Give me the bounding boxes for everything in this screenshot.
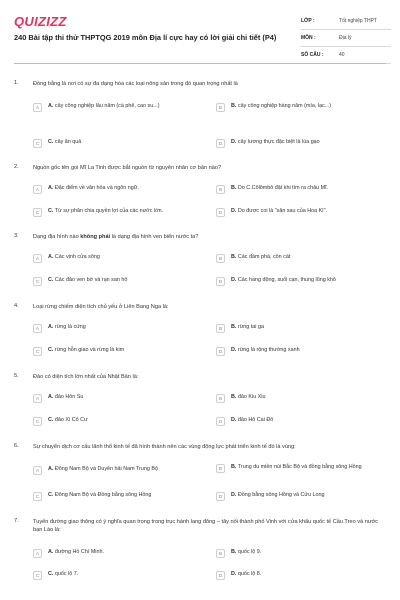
option-d[interactable] [216, 415, 376, 431]
option-letter-box: D [216, 347, 225, 356]
option-prefix: C. [48, 347, 54, 353]
option-text: rừng lá rộng thường xanh [237, 347, 300, 353]
option-text: quốc lộ 8. [237, 571, 262, 577]
option-prefix: D. [231, 492, 237, 498]
option-letter-box: B [216, 464, 225, 473]
option-letter-box: A [33, 324, 42, 333]
option-prefix: D. [231, 277, 237, 283]
option-letter-box: A [33, 103, 42, 112]
option-c[interactable] [33, 206, 193, 222]
option-text: Trung du miền núi Bắc Bộ và đồng bằng sông Hồng [237, 464, 362, 470]
option-d[interactable] [216, 137, 376, 153]
meta-key: LỚP : [301, 18, 315, 24]
option-letter-box: B [216, 549, 225, 558]
option-c[interactable] [33, 569, 193, 585]
option-prefix: A. [48, 549, 54, 555]
option-text: Các hang động, suối cạn, thung lũng khô [237, 277, 336, 283]
question-number: 2. [14, 164, 19, 170]
option-text: cây lương thực đặc biệt là lúa gạo [237, 139, 320, 145]
option-a[interactable] [33, 547, 193, 563]
meta-row-class [301, 13, 391, 30]
option-c[interactable] [33, 345, 193, 361]
question-text: Sự chuyển dịch cơ cấu lãnh thổ kinh tế đã hình thành nên các vùng động lực phát triển kinh tế đó là vùng: [33, 444, 296, 450]
option-a[interactable] [33, 183, 193, 199]
option-text: rừng hỗn giao và rừng lá kim [54, 347, 125, 353]
option-letter-box: B [216, 324, 225, 333]
meta-row-count [301, 47, 391, 64]
option-letter-box: C [33, 347, 42, 356]
question-number: 7. [14, 518, 19, 524]
option-prefix: D. [231, 208, 237, 214]
option-d[interactable] [216, 275, 376, 291]
option-d[interactable] [216, 206, 376, 222]
option-letter-box: C [33, 139, 42, 148]
worksheet-meta [301, 13, 391, 64]
option-letter-box: D [216, 571, 225, 580]
question-text: Loại rừng chiếm diện tích chủ yếu ở Liên Bang Nga là: [33, 304, 169, 310]
option-prefix: B. [231, 254, 237, 260]
option-prefix: C. [48, 277, 54, 283]
option-prefix: A. [48, 254, 54, 260]
option-letter-box: B [216, 394, 225, 403]
option-c[interactable] [33, 275, 193, 291]
question-number: 3. [14, 233, 19, 239]
option-a[interactable] [33, 392, 193, 408]
option-letter-box: C [33, 417, 42, 426]
option-letter-box: A [33, 394, 42, 403]
option-prefix: A. [48, 324, 54, 330]
option-prefix: D. [231, 417, 237, 423]
option-letter-box: D [216, 139, 225, 148]
option-text: đường Hồ Chí Minh. [54, 549, 104, 555]
option-letter-box: A [33, 185, 42, 194]
option-prefix: C. [48, 571, 54, 577]
option-text: Đông Nam Bộ và Đồng bằng sông Hồng [54, 492, 152, 498]
meta-row-subject [301, 30, 391, 47]
option-text: Đặc điểm về văn hóa và ngôn ngữ. [54, 185, 139, 191]
question-text: Đồng bằng là nơi có sự đa dạng hóa các loại nông sản trong đó quan trọng nhất là [33, 81, 238, 87]
option-prefix: A. [48, 103, 54, 109]
option-d[interactable] [216, 569, 376, 585]
option-letter-box: C [33, 277, 42, 286]
option-d[interactable] [216, 490, 376, 506]
worksheet-header [0, 0, 400, 62]
question-text: Đảo có diện tích lớn nhất của Nhật Bản là: [33, 374, 139, 380]
option-letter-box: A [33, 466, 42, 475]
option-text: đảo Kiu Xiu [237, 394, 266, 400]
option-text: cây công nghiệp lâu năm (cà phê, cao su...) [54, 103, 160, 109]
option-b[interactable] [216, 252, 376, 268]
option-b[interactable] [216, 547, 376, 563]
option-letter-box: B [216, 103, 225, 112]
option-text: Các đầm phá, cồn cát [237, 254, 291, 260]
option-text: cây ăn quả [54, 139, 82, 145]
option-a[interactable] [33, 322, 193, 338]
meta-key: SỐ CÂU : [301, 52, 324, 58]
option-prefix: D. [231, 139, 237, 145]
option-prefix: B. [231, 394, 237, 400]
option-text: Do C.Côlômbô đặt khi tìm ra châu Mĩ. [237, 185, 329, 191]
option-letter-box: C [33, 208, 42, 217]
option-text: quốc lộ 9. [237, 549, 262, 555]
meta-value: Tốt nghiệp THPT [339, 18, 377, 24]
option-prefix: A. [48, 394, 54, 400]
option-prefix: B. [231, 324, 237, 330]
option-c[interactable] [33, 137, 193, 153]
question-text: Tuyến đường giao thông có ý nghĩa quan trọng trong trục hành lang đông – tây nối thành phố Vinh với cửa khẩu quốc tế Cầu Treo và nước bạn Lào là: [33, 519, 379, 533]
question-number: 1. [14, 80, 19, 86]
option-prefix: B. [231, 464, 237, 470]
option-text: cây công nghiệp hàng năm (mía, lạc...) [237, 103, 332, 109]
quizizz-logo: QUIZIZZ [14, 14, 67, 29]
meta-key: MÔN : [301, 35, 316, 41]
option-prefix: A. [48, 185, 54, 191]
option-letter-box: B [216, 185, 225, 194]
option-prefix: B. [231, 549, 237, 555]
option-prefix: D. [231, 347, 237, 353]
question-number: 6. [14, 443, 19, 449]
question-number: 5. [14, 373, 19, 379]
option-text: đảo Hô Cai Đô [237, 417, 274, 423]
question-text: Dạng địa hình nào không phải là dạng địa hình ven biển nước ta? [33, 234, 199, 240]
option-text: Các vịnh cửa sông [54, 254, 100, 260]
option-text: đảo Hôn Su [54, 394, 84, 400]
option-prefix: C. [48, 208, 54, 214]
option-text: Từ sự phân chia quyền lợi của các nước lớn. [54, 208, 164, 214]
option-letter-box: C [33, 492, 42, 501]
option-prefix: B. [231, 185, 237, 191]
option-letter-box: C [33, 571, 42, 580]
option-text: rừng lá cứng [54, 324, 86, 330]
option-letter-box: D [216, 208, 225, 217]
option-letter-box: D [216, 277, 225, 286]
option-prefix: B. [231, 103, 237, 109]
option-b[interactable] [216, 322, 376, 338]
option-letter-box: A [33, 549, 42, 558]
header-divider [14, 63, 386, 64]
option-d[interactable] [216, 345, 376, 361]
option-a[interactable] [33, 252, 193, 268]
option-text: quốc lộ 7. [54, 571, 79, 577]
option-prefix: C. [48, 492, 54, 498]
option-b[interactable] [216, 183, 376, 199]
worksheet-title: 240 Bài tập thi thử THPTQG 2019 môn Địa lí cực hay có lời giải chi tiết (P4) [14, 33, 277, 42]
option-a[interactable] [33, 101, 193, 117]
option-text: Các đảo ven bờ và rạn san hô [54, 277, 128, 283]
option-letter-box: A [33, 254, 42, 263]
option-text: Đông Nam Bộ và Duyên hải Nam Trung Bộ [54, 466, 158, 472]
question-text: Nguồn gốc tên gọi Mĩ La Tinh được bắt nguồn từ nguyên nhân cơ bản nào? [33, 165, 222, 171]
meta-value: Địa lý [339, 35, 352, 41]
option-text: rừng tai ga [237, 324, 264, 330]
option-prefix: D. [231, 571, 237, 577]
question-number: 4. [14, 303, 19, 309]
option-prefix: C. [48, 139, 54, 145]
option-b[interactable] [216, 101, 376, 117]
option-prefix: C. [48, 417, 54, 423]
option-text: đảo Xi Cô Cư [54, 417, 88, 423]
option-letter-box: D [216, 492, 225, 501]
option-prefix: A. [48, 466, 54, 472]
question-emphasis: không phải [80, 234, 111, 240]
option-c[interactable] [33, 490, 193, 506]
option-b[interactable] [216, 392, 376, 408]
meta-value: 40 [339, 52, 345, 58]
option-b[interactable] [216, 462, 376, 478]
option-text: Do được coi là "sân sau của Hoa Kì". [237, 208, 328, 214]
option-a[interactable] [33, 464, 193, 480]
option-letter-box: D [216, 417, 225, 426]
option-text: Đồng bằng sông Hồng và Cửu Long [237, 492, 325, 498]
option-letter-box: B [216, 254, 225, 263]
option-c[interactable] [33, 415, 193, 431]
